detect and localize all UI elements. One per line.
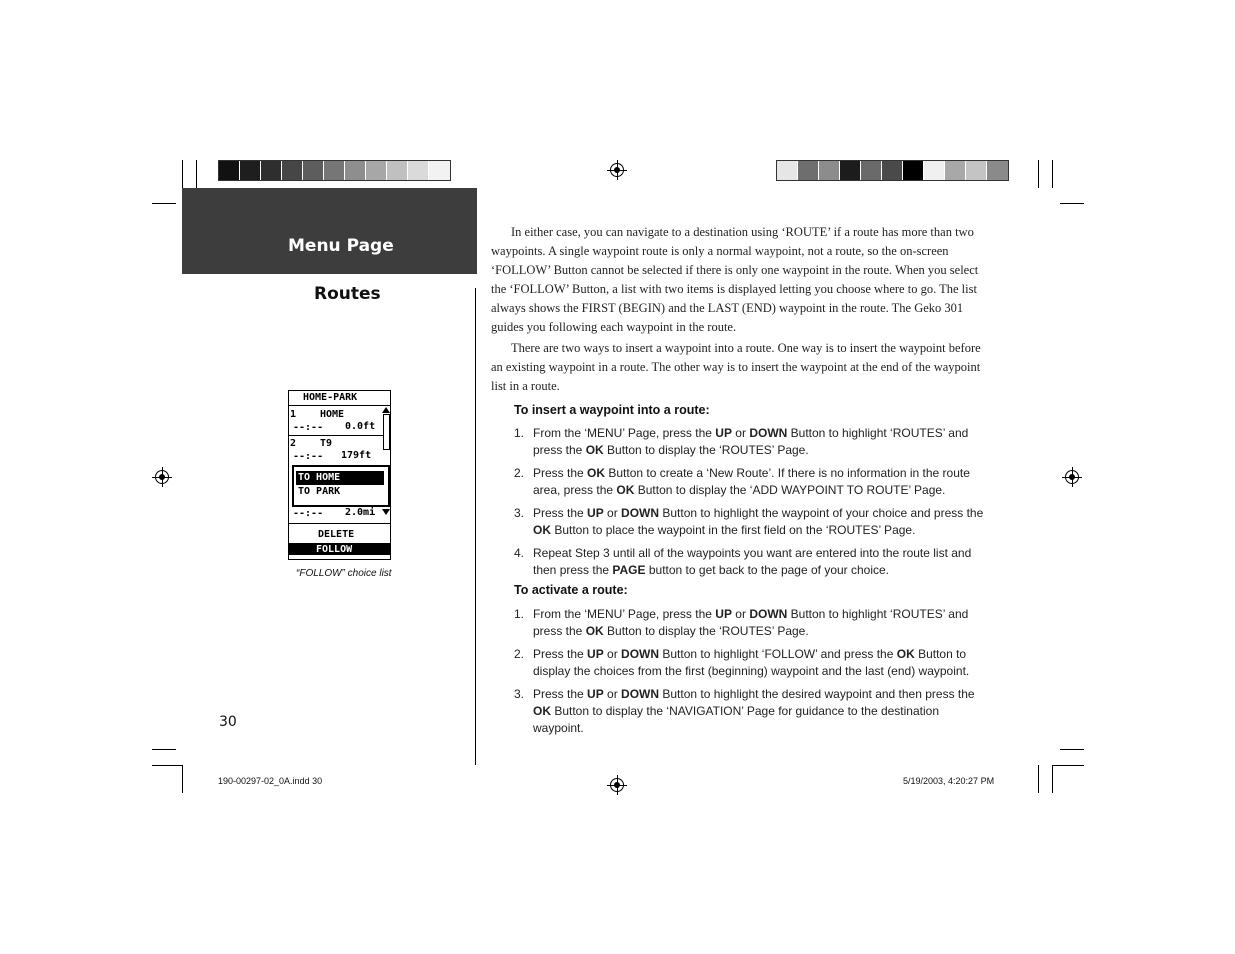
crop-mark: [1052, 765, 1053, 793]
color-bar-right: [776, 160, 1009, 181]
color-bar-left: [218, 160, 451, 181]
subsection-title: Routes: [314, 284, 381, 304]
divider: [289, 523, 390, 524]
button-name: DOWN: [621, 506, 660, 520]
button-name: DOWN: [749, 607, 788, 621]
step-text: Button to highlight the waypoint of your choice and press the: [659, 506, 984, 520]
waypoint-distance: 0.0ft: [345, 421, 376, 432]
step-item: [514, 505, 984, 539]
activate-steps-list: [514, 606, 984, 737]
color-swatch: [345, 161, 366, 180]
column-divider: [475, 288, 476, 765]
button-name: OK: [533, 523, 551, 537]
step-number: 2.: [514, 647, 525, 661]
button-name: OK: [585, 624, 604, 638]
step-number: 3.: [514, 687, 525, 701]
button-name: UP: [715, 426, 732, 440]
crop-mark: [1060, 749, 1084, 750]
step-number: 1.: [514, 426, 525, 440]
color-swatch: [366, 161, 387, 180]
color-swatch: [777, 161, 798, 180]
step-text: or: [731, 426, 750, 440]
step-item: [514, 545, 984, 579]
button-name: DOWN: [621, 647, 660, 661]
button-name: UP: [587, 506, 604, 520]
step-text: Button to display the ‘ROUTES’ Page.: [603, 443, 809, 457]
waypoint-number: 1: [290, 409, 297, 420]
section-header-band: [182, 188, 477, 274]
color-swatch: [966, 161, 987, 180]
insert-steps-list: [514, 425, 984, 579]
crop-mark: [1052, 160, 1053, 188]
step-item: [514, 465, 984, 499]
color-swatch: [303, 161, 324, 180]
insert-heading: To insert a waypoint into a route:: [514, 403, 710, 417]
crop-mark: [182, 160, 183, 188]
step-text: Button to display the ‘ADD WAYPOINT TO ROUTE’ Page.: [634, 483, 946, 497]
color-swatch: [261, 161, 282, 180]
step-text: or: [603, 687, 622, 701]
follow-button-label: FOLLOW: [316, 544, 353, 555]
crop-mark: [1052, 765, 1084, 766]
divider: [289, 405, 390, 406]
color-swatch: [903, 161, 924, 180]
divider: [289, 435, 383, 436]
step-text: Button to display the ‘ROUTES’ Page.: [603, 624, 809, 638]
button-name: OK: [587, 466, 606, 480]
intro-text: [491, 223, 983, 396]
step-text: or: [603, 506, 622, 520]
color-swatch: [882, 161, 903, 180]
color-swatch: [819, 161, 840, 180]
button-name: DOWN: [621, 687, 660, 701]
scrollbar-thumb: [383, 414, 390, 450]
button-name: OK: [616, 483, 635, 497]
color-swatch: [840, 161, 861, 180]
color-swatch: [408, 161, 429, 180]
choice-to-park-label[interactable]: TO PARK: [298, 486, 341, 497]
button-name: UP: [715, 607, 732, 621]
activate-heading: To activate a route:: [514, 583, 628, 597]
step-number: 4.: [514, 546, 525, 560]
step-text: Repeat Step 3 until all of the waypoints you want are entered into the route list and then press the: [533, 546, 972, 577]
step-item: [514, 606, 984, 640]
crop-mark: [1038, 160, 1039, 188]
color-swatch: [324, 161, 345, 180]
button-name: OK: [896, 647, 915, 661]
step-text: Press the: [533, 687, 588, 701]
button-name: DOWN: [749, 426, 788, 440]
step-text: Button to highlight the desired waypoint and then press the: [659, 687, 975, 701]
paragraph: In either case, you can navigate to a destination using ‘ROUTE’ if a route has more than two waypoints. A single waypoint route is only a normal waypoint, not a route, so the on-screen ‘FOLLOW’ Button cannot be selected if there is only one waypoint in the route. When you select the ‘FOLLOW’ Button, a list with two items is displayed letting you choose where to go. The list always shows the FIRST (BEGIN) and the LAST (END) waypoint in the route. The Geko 301 guides you following each waypoint in the route.: [491, 225, 979, 334]
waypoint-name: T9: [320, 438, 333, 449]
scroll-up-arrow-icon: [382, 407, 390, 413]
color-swatch: [429, 161, 450, 180]
step-text: or: [603, 647, 622, 661]
step-text: Button to display the ‘NAVIGATION’ Page for guidance to the destination waypoint.: [533, 704, 939, 735]
registration-mark-icon: [1065, 470, 1079, 484]
figure-caption: “FOLLOW” choice list: [296, 568, 392, 579]
color-swatch: [987, 161, 1008, 180]
waypoint-number: 2: [290, 438, 297, 449]
device-screen: [288, 390, 391, 560]
waypoint-time: --:--: [293, 422, 324, 433]
crop-mark: [182, 765, 183, 793]
step-item: [514, 425, 984, 459]
waypoint-time: --:--: [293, 451, 324, 462]
slug-timestamp: 5/19/2003, 4:20:27 PM: [903, 776, 995, 786]
step-number: 3.: [514, 506, 525, 520]
waypoint-distance: 179ft: [341, 450, 372, 461]
color-swatch: [945, 161, 966, 180]
step-number: 1.: [514, 607, 525, 621]
slug-filename: 190-00297-02_0A.indd 30: [218, 776, 323, 786]
step-text: From the ‘MENU’ Page, press the: [533, 426, 716, 440]
paragraph: There are two ways to insert a waypoint into a route. One way is to insert the waypoint before an existing waypoint in a route. The other way is to insert the waypoint at the end of the waypoint list in a route.: [491, 341, 981, 393]
step-text: Button to highlight ‘FOLLOW’ and press the: [659, 647, 897, 661]
step-text: From the ‘MENU’ Page, press the: [533, 607, 716, 621]
registration-mark-icon: [610, 778, 624, 792]
page-number: 30: [219, 714, 237, 730]
crop-mark: [1060, 203, 1084, 204]
waypoint-distance: 2.0mi: [345, 507, 376, 518]
step-text: Press the: [533, 466, 588, 480]
color-swatch: [924, 161, 945, 180]
waypoint-name: HOME: [320, 409, 345, 420]
step-text: Button to highlight ‘ROUTES’ and press the: [533, 607, 969, 638]
route-title: HOME-PARK: [303, 392, 358, 403]
step-text: Button to create a ‘New Route’. If there is no information in the route area, press the: [533, 466, 970, 497]
button-name: OK: [585, 443, 604, 457]
crop-mark: [1038, 765, 1039, 793]
button-name: OK: [533, 704, 551, 718]
scroll-down-arrow-icon: [382, 509, 390, 515]
step-text: Button to place the waypoint in the first field on the ‘ROUTES’ Page.: [551, 523, 916, 537]
button-name: UP: [587, 647, 604, 661]
step-text: Button to display the choices from the first (beginning) waypoint and the last (end) waypoint.: [533, 647, 970, 678]
registration-mark-icon: [610, 163, 624, 177]
step-text: or: [731, 607, 750, 621]
delete-button[interactable]: DELETE: [318, 529, 355, 540]
crop-mark: [196, 160, 197, 188]
step-number: 2.: [514, 466, 525, 480]
section-title: Menu Page: [288, 236, 394, 256]
color-swatch: [219, 161, 240, 180]
color-swatch: [861, 161, 882, 180]
step-text: Press the: [533, 647, 588, 661]
color-swatch: [387, 161, 408, 180]
step-text: button to get back to the page of your choice.: [645, 563, 890, 577]
button-name: UP: [587, 687, 604, 701]
choice-to-home-label: TO HOME: [298, 472, 341, 483]
crop-mark: [152, 203, 176, 204]
color-swatch: [282, 161, 303, 180]
step-text: Press the: [533, 506, 588, 520]
crop-mark: [152, 749, 176, 750]
color-swatch: [798, 161, 819, 180]
waypoint-time: --:--: [293, 508, 324, 519]
step-item: [514, 646, 984, 680]
step-text: Button to highlight ‘ROUTES’ and press the: [533, 426, 969, 457]
crop-mark: [152, 765, 183, 766]
color-swatch: [240, 161, 261, 180]
step-item: [514, 686, 984, 737]
button-name: PAGE: [612, 563, 646, 577]
registration-mark-icon: [155, 470, 169, 484]
